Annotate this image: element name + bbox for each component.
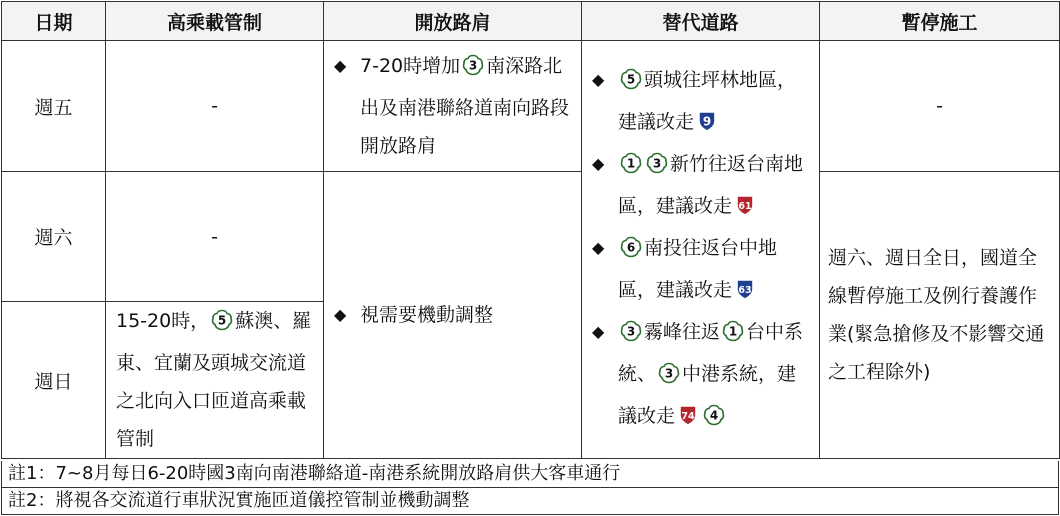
suspend-weekend: [820, 172, 1060, 459]
national-freeway-3-icon: [646, 149, 668, 187]
header-date: 日期: [2, 2, 106, 41]
svg-text:4: 4: [709, 408, 719, 422]
shoulder-weekend-text: 視需要機動調整: [360, 304, 494, 326]
day-saturday: 週六: [2, 172, 106, 302]
national-freeway-3-icon: [620, 317, 642, 355]
alt-item-2: ◆ 1 3 新竹往返台南地區，建議改走 61: [592, 145, 813, 229]
row-saturday: [2, 172, 1060, 302]
svg-text:9: 9: [702, 114, 712, 128]
hov-friday: -: [106, 41, 324, 172]
national-freeway-5-icon: [620, 65, 642, 103]
svg-text:3: 3: [626, 324, 636, 338]
suspend-weekend-text: 週六、週日全日，國道全線暫停施工及例行養護作業(緊急搶修及不影響交通之工程除外): [828, 247, 1045, 383]
national-freeway-3-icon: [462, 51, 484, 89]
day-sunday: 週日: [2, 302, 106, 459]
shoulder-friday: [324, 41, 582, 172]
schedule-table: [1, 1, 1060, 459]
bullet-diamond-icon: ◆: [592, 321, 605, 341]
svg-text:63: 63: [738, 284, 752, 296]
suspend-friday: -: [820, 41, 1060, 172]
hov-saturday: -: [106, 172, 324, 302]
alt-routes-cell: [582, 41, 820, 459]
provincial-highway-63-icon: [734, 275, 756, 313]
bullet-diamond-icon: ◆: [334, 305, 347, 324]
header-shoulder: 開放路肩: [324, 2, 582, 41]
hov-sunday: [106, 302, 324, 459]
bullet-diamond-icon: ◆: [334, 56, 347, 75]
national-freeway-1-icon: [722, 317, 744, 355]
shoulder-friday-text: 7-20時增加 3 南深路北出及南港聯絡道南向路段開放路肩: [360, 47, 575, 165]
svg-text:3: 3: [664, 366, 674, 380]
header-suspend: 暫停施工: [820, 2, 1060, 41]
svg-text:74: 74: [681, 410, 695, 422]
alt-item-1: ◆ 5 頭城往坪林地區， 建議改走 9: [592, 61, 813, 145]
provincial-highway-9-icon: [696, 107, 718, 145]
provincial-highway-74-icon: [677, 401, 699, 439]
provincial-highway-61-icon: [734, 191, 756, 229]
svg-text:5: 5: [626, 72, 636, 86]
national-freeway-6-icon: [620, 233, 642, 271]
svg-text:1: 1: [728, 324, 738, 338]
shoulder-weekend: [324, 172, 582, 459]
note-2: 註2：將視各交流道行車狀況實施匝道儀控管制並機動調整: [1, 488, 1059, 515]
alt-item-3: ◆ 6 南投往返台中地區，建議改走 63: [592, 229, 813, 313]
header-hov: 高乘載管制: [106, 2, 324, 41]
bullet-diamond-icon: ◆: [592, 237, 605, 257]
svg-text:1: 1: [626, 156, 636, 170]
bullet-diamond-icon: ◆: [592, 69, 605, 89]
bullet-diamond-icon: ◆: [592, 153, 605, 173]
note-1: 註1：7~8月每日6-20時國3南向南港聯絡道-南港系統開放路肩供大客車通行: [1, 461, 1059, 488]
national-freeway-1-icon: [620, 149, 642, 187]
national-freeway-4-icon: [703, 401, 725, 439]
svg-text:6: 6: [626, 240, 636, 254]
row-friday: [2, 41, 1060, 172]
national-freeway-5-icon: [211, 306, 233, 344]
alt-item-4: ◆ 3 霧峰往返 1 台中系統、 3 中港系統，建議改走 74 4: [592, 313, 813, 439]
svg-text:3: 3: [468, 58, 478, 73]
svg-text:3: 3: [652, 156, 662, 170]
svg-text:5: 5: [218, 313, 227, 328]
hov-sunday-text: 15-20時， 5 蘇澳、羅東、宜蘭及頭城交流道之北向入口匝道高乘載管制: [116, 302, 317, 458]
day-friday: 週五: [2, 41, 106, 172]
header-alt: 替代道路: [582, 2, 820, 41]
svg-text:61: 61: [738, 200, 752, 212]
national-freeway-3-icon: [658, 359, 680, 397]
header-row: [2, 2, 1060, 41]
